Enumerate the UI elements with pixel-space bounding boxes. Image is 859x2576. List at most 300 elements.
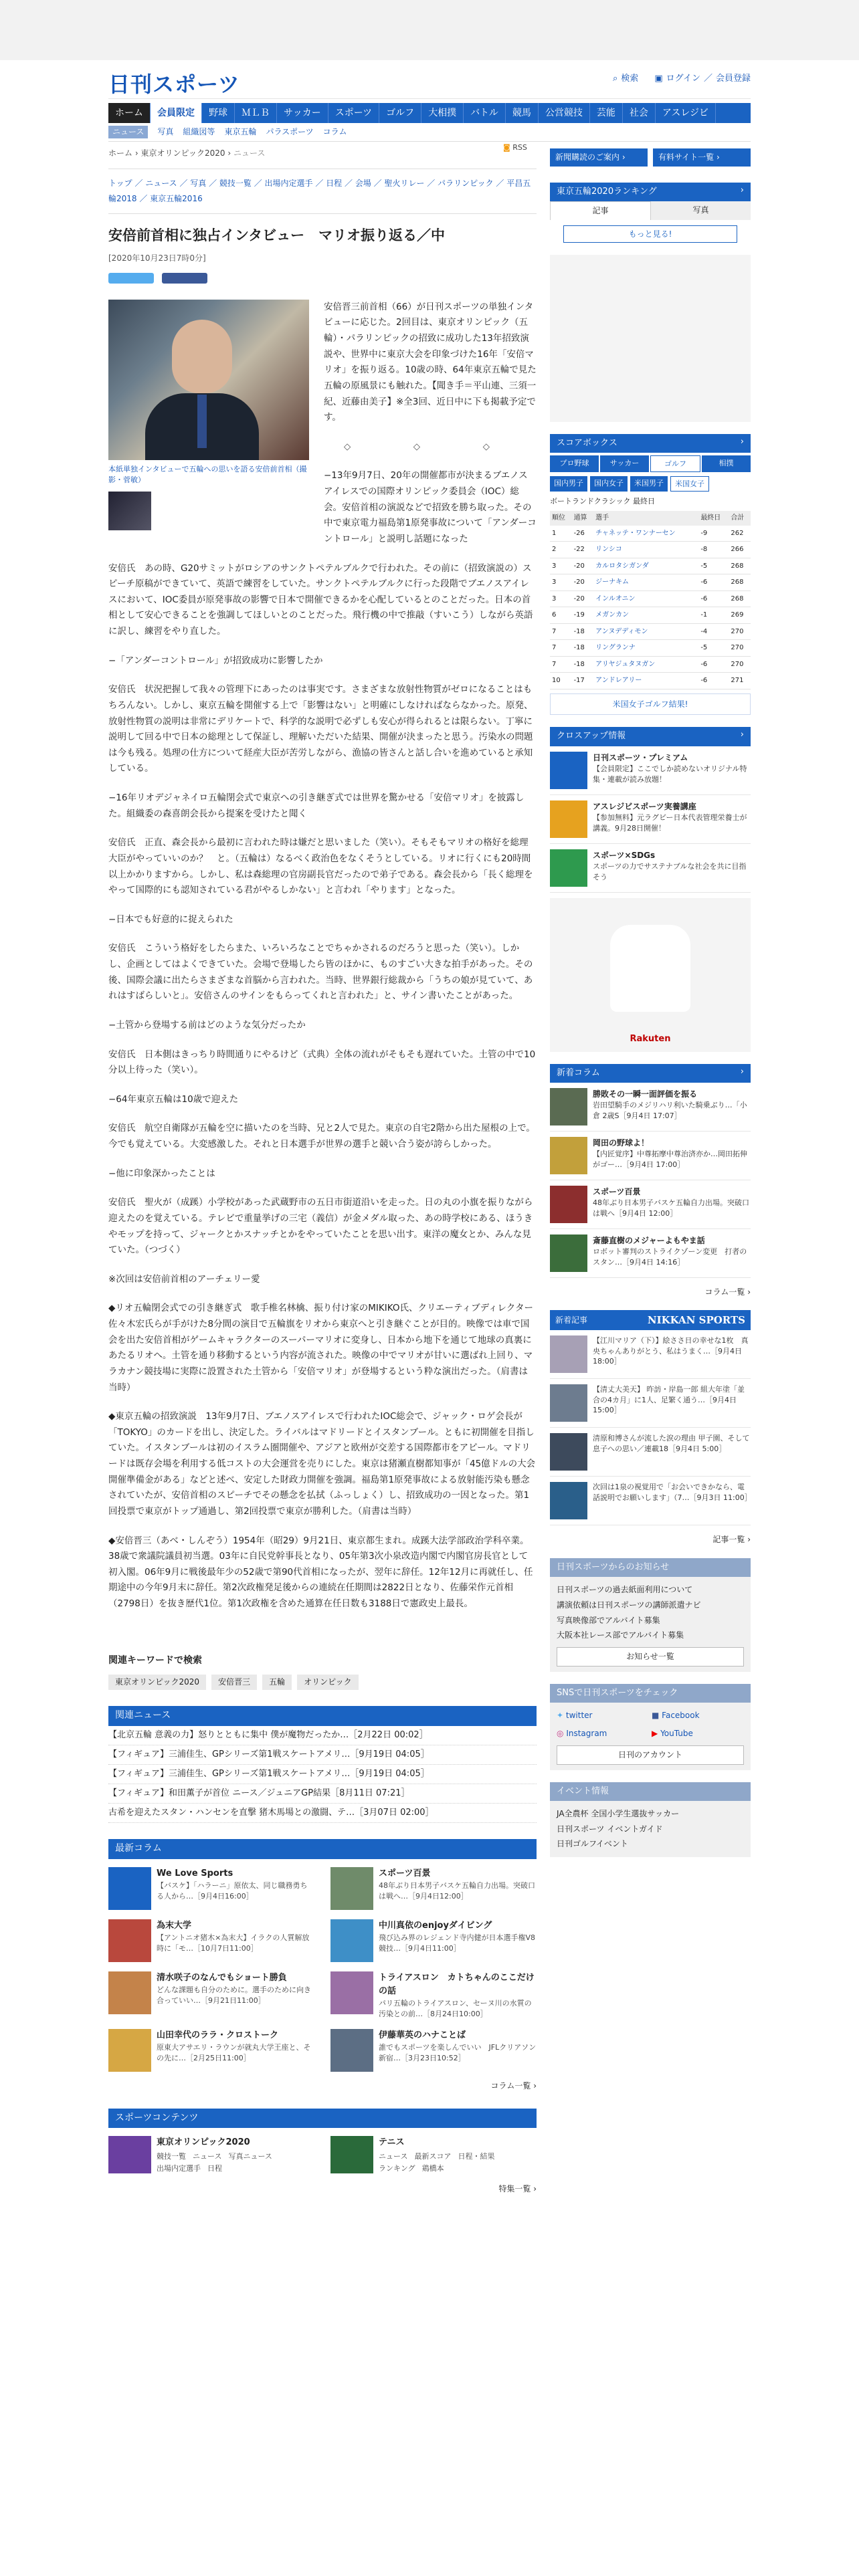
main-photo[interactable] [108, 300, 309, 460]
column-more-link[interactable]: コラム一覧 › [490, 2081, 537, 2091]
column-name: We Love Sports [157, 1868, 233, 1879]
tournament-name: ボートランドクラシック 最終日 [550, 497, 656, 506]
photo-tie-shape [197, 395, 207, 448]
article-paragraph: 安倍氏 航空自衛隊が五輪を空に描いたのを当時、兄と2人で見た。東京の自宅2階から出た屋根の上で。今でも覚えている。大変感激した。それと日本選手が世界の選手と競い合う姿が誇らしかった。 [108, 1123, 535, 1150]
sports-name: 東京オリンピック2020 [157, 2137, 250, 2148]
snav-news[interactable]: ニュース [108, 126, 148, 138]
leaderboard-row[interactable] [550, 542, 751, 558]
site-logo[interactable]: 日刊スポーツ [108, 72, 240, 97]
column-name: 山田幸代のララ・クロストーク [157, 2030, 279, 2041]
ranking-box [550, 183, 751, 243]
column-desc: 48年ぶり日本男子バスケ五輪自力出場。突破口は戦へ…［9月4日12:00］ [379, 1881, 535, 1901]
event-header: イベント情報 [550, 1782, 751, 1801]
leaderboard-cell: 270 [729, 640, 751, 657]
leaderboard-cell: -9 [698, 526, 729, 542]
sidebar [550, 144, 751, 1857]
leaderboard-cell: 1 [550, 526, 572, 542]
info-header: 日刊スポーツからのお知らせ [550, 1558, 751, 1577]
leaderboard-cell: -18 [572, 640, 594, 657]
gnav-keiba[interactable]: 競馬 [506, 103, 539, 123]
crumb-current: ニュース [233, 148, 266, 158]
leaderboard-cell: ジーナキム [593, 574, 698, 591]
nikkan-thumb [550, 1335, 587, 1373]
new-column-more[interactable]: コラム一覧 › [704, 1287, 751, 1297]
article-question: −64年東京五輪は10歳で迎えた [108, 1093, 239, 1105]
leaderboard-cell: 271 [729, 673, 751, 689]
new-column-name: 斎藤直樹のメジャーよもやま話 [593, 1235, 705, 1245]
nikkan-news-box [550, 1310, 751, 1546]
column-thumb [108, 1919, 151, 1962]
leaderboard-row[interactable] [550, 607, 751, 624]
col-header: 順位 [550, 511, 572, 526]
leaderboard-cell: -6 [698, 591, 729, 607]
leaderboard-cell: -6 [698, 673, 729, 689]
article-note: ◆安倍晋三（あべ・しんぞう）1954年（昭29）9月21日、東京都生まれ。成蹊大法学部政治学科卒業。38歳で衆議院議員初当選。03年に自民党幹事長となり、05年第3次小泉改造内閣で内閣官房長官として初入閣。06年9月に戦後最年少の52歳で第90代首相になったが、翌年に辞任。12年12月に再就任し、任期途中の今年9月末に辞任。第2次政権発足後からの連続在任期間は2822日となり、佐藤栄作元首相（2798日）を抜き歴代1位。第1次政権を含めた通算在任日数も3188日で憲政史上最長。 [108, 1535, 533, 1610]
sports-links [157, 2150, 314, 2175]
column-thumb [108, 1867, 151, 1910]
related-news-item[interactable]: 古希を迎えたスタン・ハンセンを直撃 猪木馬場との激闘、テ…［3月07日 02:00］ [108, 1804, 537, 1823]
article-note: ◆東京五輪の招致演説 13年9月7日、ブエノスアイレスで行われたIOC総会で、ジャック・ロゲ会長が「TOKYO」のカードを出し、決定した。ライバルはマドリードとイスタンブール。ともに初開催を目指していた。イスタンブールは初のイスラム圏開催や、アジアと欧州が交差する国際都市をアピール。マドリードは既存会場を利用する低コストの大会運営を売りにした。東京は猪瀬直樹都知事が「45億ドルの大会開催準備金がある」などと述べ、安定した財政力開催を強調。福島第1原発事故による放射能汚染も懸念されていたが、安倍首相のスピーチでその懸念を払拭（ふっしょく）し、招致成功の一因となった。第1回投票で東京がトップ通過し、第2回投票で東京が勝利した。（肩書は当時） [108, 1411, 536, 1517]
article-separator: ◇ ◇ ◇ [343, 441, 517, 452]
related-news-list [108, 1726, 537, 1824]
column-item[interactable] [330, 2029, 537, 2072]
gnav-mlb[interactable]: ＭＬＢ [235, 103, 277, 123]
leaderboard-cell: メガンカン [593, 607, 698, 624]
share-buttons [108, 273, 537, 284]
sports-name: テニス [379, 2137, 405, 2148]
col-header: 選手 [593, 511, 698, 526]
gnav-public[interactable]: 公営競技 [539, 103, 590, 123]
sports-thumb [330, 2136, 373, 2173]
leaderboard-cell: リングランナ [593, 640, 698, 657]
leaderboard-cell: 262 [729, 526, 751, 542]
sports-link[interactable]: ニュース [379, 2151, 408, 2161]
leaderboard-cell: インルオニン [593, 591, 698, 607]
gnav-baseball[interactable]: 野球 [202, 103, 235, 123]
instagram-link[interactable]: ◎ Instagram [557, 1729, 607, 1739]
sports-link[interactable]: ニュース [193, 2151, 222, 2161]
article-photo [108, 300, 309, 530]
nikkan-thumb [550, 1433, 587, 1471]
leaderboard-cell: チャネッテ・ワンナーセン [593, 526, 698, 542]
leaderboard-cell: 268 [729, 591, 751, 607]
nikkan-news-item[interactable] [550, 1477, 751, 1525]
article-paragraph: 安倍晋三前首相（66）が日刊スポーツの単独インタビューに応じた。2回目は、東京オリンピック（五輪）・パラリンピックの招致に成功した13年招致演説や、世界中に東京大会を印象づけた16年「安倍マリオ」を振り返る。10歳の時、64年東京五輪で見た五輪の原風景にも触れた。【聞き手＝平山連、三須一紀、近藤由美子】※全3回、近日中に下も掲載予定です。 [324, 301, 537, 423]
crossup-item[interactable] [550, 844, 751, 893]
event-box [550, 1782, 751, 1858]
leaderboard-cell: -18 [572, 656, 594, 673]
related-news-item[interactable]: 【フィギュア】三浦佳生、GPシリーズ第1戦スケートアメリ…［9月19日 04:05］ [108, 1745, 537, 1765]
article-question: −日本でも好意的に捉えられた [108, 914, 233, 925]
photo-caption: 本紙単独インタビューで五輪への思いを語る安倍前首相（撮影・菅敏） [108, 464, 307, 485]
nikkan-news-item[interactable] [550, 1428, 751, 1477]
column-thumb [330, 1867, 373, 1910]
facebook-icon: ■ [652, 1711, 660, 1721]
leaderboard-cell: カルロタシガンダ [593, 558, 698, 574]
latest-column-grid [108, 1867, 543, 2072]
ranking-header[interactable]: 東京五輪2020ランキング › [550, 183, 751, 201]
event-item[interactable]: 日刊スポーツ イベントガイド [557, 1824, 663, 1834]
column-name: スポーツ百景 [379, 1868, 431, 1879]
sports-link[interactable]: 最新スコア [414, 2151, 452, 2161]
article-paragraph: −13年9月7日、20年の開催都市が決まるブエノスアイレスでの国際オリンピック委員会（IOC）総会。安倍首相の演説などで招致を勝ち取った。その中で東京電力福島第1原発事故について「アンダーコントロール」と説明し話題になった [324, 470, 537, 544]
nikkan-news-header [550, 1310, 751, 1330]
crossup-header: クロスアップ情報 › [550, 727, 751, 746]
new-column-name: スポーツ百景 [593, 1186, 641, 1196]
snav-org[interactable]: 組織図等 [183, 127, 215, 136]
sports-thumb [108, 2136, 151, 2173]
login-link[interactable]: ▣ ログイン ／ 会員登録 [654, 72, 751, 86]
leaderboard-row[interactable] [550, 656, 751, 673]
golf-result-link[interactable]: 米国女子ゴルフ結果! [550, 693, 751, 716]
sns-grid [557, 1708, 744, 1741]
new-column-item[interactable] [550, 1132, 751, 1180]
col-header: 最終日 [698, 511, 729, 526]
new-column-box [550, 1064, 751, 1299]
info-item[interactable]: 写真映像部でアルバイト募集 [557, 1615, 660, 1625]
crumb-section[interactable]: 東京オリンピック2020 [140, 148, 225, 158]
crossup-name: スポーツ×SDGs [593, 850, 656, 860]
twitter-share-button[interactable] [108, 273, 154, 284]
leaderboard-cell: -6 [698, 656, 729, 673]
keyword-title: 関連キーワードで検索 [108, 1654, 202, 1666]
gnav-athlete[interactable]: アスレジビ [656, 103, 716, 123]
breadcrumb: ホーム › 東京オリンピック2020 › ニュース ◙ RSS [108, 142, 527, 158]
leaderboard-row[interactable] [550, 574, 751, 591]
article-question: −土管から登場する前はどのような気分だったか [108, 1019, 306, 1031]
login-icon: ▣ [654, 74, 663, 84]
keyword-tag[interactable]: オリンピック [297, 1675, 359, 1690]
column-name: トライアスロン カトちゃんのここだけの話 [379, 1973, 535, 1997]
crossup-box [550, 727, 751, 1051]
sports-link[interactable]: 日程・結果 [458, 2151, 495, 2161]
crossup-desc: 【参加無料】元ラグビー日本代表管理栄養士が講義。9月28日開催！ [593, 813, 747, 833]
sports-link[interactable]: 競技一覧 [157, 2151, 186, 2161]
snav-para[interactable]: パラスポーツ [266, 127, 314, 136]
sports-more-link[interactable]: 特集一覧 › [498, 2184, 537, 2194]
photo-face-shape [172, 320, 232, 393]
leaderboard-cell: 7 [550, 623, 572, 640]
crossup-item[interactable] [550, 795, 751, 844]
score-subtab[interactable]: 国内男子 [550, 476, 587, 492]
search-link[interactable]: ⌕ 検索 [613, 72, 638, 86]
sns-list [550, 1703, 751, 1769]
leaderboard-cell: 269 [729, 607, 751, 624]
leaderboard-cell: 3 [550, 591, 572, 607]
info-item[interactable]: 日刊スポーツの過去紙面利用について [557, 1585, 693, 1595]
sidebar-ad [550, 255, 751, 422]
score-tab[interactable]: プロ野球 [550, 455, 599, 472]
sidebar-buttons [550, 144, 751, 171]
leaderboard-cell: 6 [550, 607, 572, 624]
leaderboard-cell: 268 [729, 574, 751, 591]
new-column-item[interactable] [550, 1229, 751, 1278]
gnav-geino[interactable]: 芸能 [590, 103, 623, 123]
column-name: 清水咲子のなんでもショート勝負 [157, 1973, 287, 1983]
new-column-desc: 48年ぶり日本男子バスケ五輪自力出場。突破口は戦へ［9月4日 12:00］ [593, 1198, 749, 1218]
nikkan-news-text: 清原和博さんが流した涙の理由 甲子園、そして息子への思い／連載18［9月4日 5:00］ [593, 1434, 750, 1453]
score-tab[interactable]: 相撲 [702, 455, 751, 472]
paid-sites-button[interactable]: 有料サイト一覧 › [653, 148, 751, 167]
keyword-tag[interactable]: 東京オリンピック2020 [108, 1675, 206, 1690]
score-subtab[interactable]: 米国男子 [630, 476, 668, 492]
new-column-thumb [550, 1235, 587, 1272]
leaderboard-cell: -18 [572, 623, 594, 640]
nikkan-news-text: 【清丈大美天】 昨訪・岸島一郎 組大年塗「並合の4カ月」に1人、足繁く通う…［9月4日 15:00］ [593, 1385, 745, 1415]
leaderboard-cell: -5 [698, 640, 729, 657]
nikkan-news-item[interactable] [550, 1330, 751, 1379]
score-tab[interactable]: ゴルフ [650, 455, 700, 472]
leaderboard-cell: 10 [550, 673, 572, 689]
nikkan-news-text: 次回は1泉の視覚用で「お会いできかなら、電話説明でお願いします」（7…［9月3日 11:00］ [593, 1483, 752, 1502]
leaderboard-cell: -20 [572, 591, 594, 607]
twitter-link[interactable]: ✦ twitter [557, 1711, 593, 1721]
article-paragraph: 安倍氏 こういう格好をしたらまた、いろいろなことでちゃかされるのだろうと思った（笑い）。しかし、企画としてはよくできていた。会場で登場したら皆のほかに、ものすごい大きな拍手があった。その後、国際会議に出たらさまざまな首脳から言われた。当時、世界銀行総裁から「うちの娘が見ていて、あれはすばらしいと」。安倍さんのサインをもらってくれと言われた」と、サイン書いたことがあった。 [108, 943, 533, 1002]
article-note: ◆リオ五輪閉会式での引き継ぎ式 歌手椎名林檎、振り付け家のMIKIKO氏、クリエーティブディレクター佐々木宏氏らが手がけた8分間の演目で五輪旗をリオから東京へと引き継ぐことが目的。映像では車で国会を出た安倍首相がゲームキャラクターのスーパーマリオに変身し、日本から地下を通じて地球の真裏にあたるリオへ。土管を通り移動するという内容が流された。映像の中でマリオが甘いに選ばれ上回り、マラカナン競技場に実際に設置された土管から「安倍マリオ」が登場するという粋な演出だった。（肩書は当時） [108, 1303, 533, 1393]
top-ad-banner [0, 0, 859, 60]
new-column-thumb [550, 1088, 587, 1125]
leaderboard-cell: 3 [550, 558, 572, 574]
leaderboard-row[interactable] [550, 673, 751, 689]
leaderboard-cell: -20 [572, 558, 594, 574]
nikkan-news-text: 【江川マリア（下）】絵ささ日の幸せな1枚 真央ちゃんありがとう、私はうまく…［9月4日 18:00］ [593, 1336, 749, 1366]
leaderboard-cell: 7 [550, 656, 572, 673]
nikkan-news-item[interactable] [550, 1379, 751, 1428]
sns-box [550, 1684, 751, 1770]
nikkan-news-title: 新着記事 [555, 1315, 588, 1325]
sports-links [379, 2150, 537, 2175]
col-header: 通算 [572, 511, 594, 526]
column-name: 中川真依のenjoyダイビング [379, 1921, 492, 1931]
site-header [108, 60, 751, 99]
info-item[interactable]: 大阪本社レース部でアルバイト募集 [557, 1630, 684, 1640]
new-column-desc: 岩田望騎手のメジリハリ利いた騎乗ぶり…「小倉 2歳S［9月4日 17:07］ [593, 1101, 747, 1120]
crossup-name: アスレジビスポーツ実養講座 [593, 801, 696, 811]
gnav-golf[interactable]: ゴルフ [379, 103, 421, 123]
rss-icon: ◙ [503, 142, 510, 152]
article-paragraph: 安倍氏 状況把握して我々の管理下にあったのは事実です。さまざまな放射性物質がゼロになることはもちろんない。しかし、東京五輪を開催する上で「影響はない」と明確にしなければならなかった。原発、放射性物質の説明は非常にデリケートで、科学的な説明で必ずしも安心が得られるとは限らない。丁寧に説明して回る中で日本の総理として保証し、理解いただいた結果、開催が決まったと思う。汚染水の問題は今も残る。処理の仕方について経産大臣が苦労しながら、漁協の皆さんと話し合いを進めていると承知している。 [108, 684, 533, 774]
facebook-share-button[interactable] [162, 273, 207, 284]
nikkan-news-more[interactable]: 記事一覧 › [712, 1535, 751, 1545]
leaderboard-cell: リンシコ [593, 542, 698, 558]
new-column-desc: 【内匠覚序】中尊拓摩中尊治済亦か…岡田拓伸がゴー…［9月4日 17:00］ [593, 1150, 747, 1169]
leaderboard-table [550, 511, 751, 689]
leaderboard-cell: アリヤジュタヌガン [593, 656, 698, 673]
sports-content-item[interactable] [330, 2136, 537, 2175]
sns-header: SNSで日刊スポーツをチェック [550, 1684, 751, 1703]
article-paragraph: 安倍氏 日本側はきっちり時間通りにやるけど（式典）全体の流れがそもそも遅れていた。土管の中で10分以上待った（笑い）。 [108, 1049, 536, 1076]
column-thumb [330, 1971, 373, 2014]
col-header: 合計 [729, 511, 751, 526]
info-item[interactable]: 講演依頼は日刊スポーツの講師派遣ナビ [557, 1600, 701, 1610]
column-thumb [108, 2029, 151, 2072]
leaderboard-row[interactable] [550, 526, 751, 542]
leaderboard-cell: -5 [698, 558, 729, 574]
score-subtab[interactable]: 米国女子 [670, 476, 709, 492]
leaderboard-cell: アンドレアリー [593, 673, 698, 689]
leaderboard-cell: 7 [550, 640, 572, 657]
sports-content-grid [108, 2136, 537, 2175]
scorebox-header[interactable]: スコアボックス › [550, 434, 751, 453]
new-column-item[interactable] [550, 1180, 751, 1229]
leaderboard-row[interactable] [550, 640, 751, 657]
column-thumb [330, 1919, 373, 1962]
keyword-tag[interactable]: 五輪 [262, 1675, 292, 1690]
leaderboard-cell: -20 [572, 574, 594, 591]
main-column [108, 165, 543, 2195]
leaderboard-row[interactable] [550, 591, 751, 607]
rakuten-ad[interactable] [550, 898, 751, 1052]
gnav-sports[interactable]: スポーツ [328, 103, 379, 123]
new-column-item[interactable] [550, 1083, 751, 1132]
facebook-link[interactable]: ■ Facebook [652, 1711, 700, 1721]
snav-photo[interactable]: 写真 [157, 127, 174, 136]
column-item[interactable] [330, 1867, 537, 1910]
article-body [108, 300, 537, 1612]
column-item[interactable] [108, 2029, 314, 2072]
keyword-tags [108, 1675, 537, 1690]
youtube-icon: ▶ [652, 1729, 658, 1739]
crossup-desc: 【会員限定】ここでしか読めないオリジナル特集・連載が読み放題！ [593, 764, 747, 784]
sports-link[interactable]: 日程 [207, 2163, 222, 2173]
article-date: [2020年10月23日7時0分] [108, 253, 206, 263]
column-item[interactable] [108, 1971, 314, 2020]
snav-tokyo[interactable]: 東京五輪 [224, 127, 257, 136]
sns-accounts-button[interactable]: 日刊のアカウント [557, 1745, 744, 1765]
article-question: −他に印象深かったことは [108, 1168, 215, 1179]
gnav-sumo[interactable]: 大相撲 [421, 103, 464, 123]
instagram-icon: ◎ [557, 1729, 564, 1739]
leaderboard-header-row [550, 511, 751, 526]
column-item[interactable] [330, 1919, 543, 1962]
register-link[interactable]: 会員登録 [715, 74, 751, 84]
new-column-desc: ロボット審判のストライクゾーン変更 打者のスタン…［9月4日 14:16］ [593, 1247, 747, 1267]
leaderboard-cell: -8 [698, 542, 729, 558]
header-actions [613, 72, 751, 86]
youtube-link[interactable]: ▶ YouTube [652, 1729, 693, 1739]
leaderboard-row[interactable] [550, 558, 751, 574]
olympic-tag-nav[interactable]: トップ ／ ニュース ／ 写真 ／ 競技一覧 ／ 出場内定選手 ／ 日程 ／ 会場 ／ 聖火リレー ／ パラリンピック ／ 平昌五輪2018 ／ 東京五輪2016 [108, 169, 537, 214]
column-item[interactable] [108, 1867, 314, 1910]
column-desc: 【バスケ】「ハラーニ」原依太、同じ職務勇ちる人から…［9月4日16:00］ [157, 1881, 308, 1901]
new-column-thumb [550, 1186, 587, 1223]
global-nav [108, 103, 751, 123]
nikkan-thumb [550, 1482, 587, 1519]
leaderboard-row[interactable] [550, 623, 751, 640]
related-news-item[interactable]: 【フィギュア】三浦佳生、GPシリーズ第1戦スケートアメリ…［9月19日 04:05］ [108, 1765, 537, 1784]
column-item[interactable] [108, 1919, 314, 1962]
leaderboard-cell: アンヌデディモン [593, 623, 698, 640]
crossup-thumb [550, 849, 587, 887]
search-icon: ⌕ [613, 74, 618, 84]
column-name: 為末大学 [157, 1921, 192, 1931]
keyword-section [108, 1654, 537, 1690]
sports-link[interactable]: ランキング [379, 2163, 415, 2173]
column-desc: どんな課題も自分のために。選手のために向き合っていい…［9月21日11:00］ [157, 1985, 311, 2006]
leaderboard-cell: -26 [572, 526, 594, 542]
crossup-thumb [550, 800, 587, 838]
column-name: 伊藤華英のハナことば [379, 2030, 466, 2041]
rss-link[interactable]: ◙ RSS [503, 142, 527, 152]
crossup-desc: スポーツの力でサステナブルな社会を共に目指そう [593, 862, 747, 881]
event-item[interactable]: 日刊ゴルフイベント [557, 1839, 628, 1849]
column-item[interactable] [330, 1971, 537, 2020]
new-column-name: 勝敗その一瞬一面評価を振る [593, 1089, 698, 1099]
gnav-battle[interactable]: バトル [464, 103, 506, 123]
sports-link[interactable]: 出場内定選手 [157, 2163, 201, 2173]
twitter-icon: ✦ [557, 1711, 564, 1721]
new-column-header[interactable]: 新着コラム › [550, 1064, 751, 1083]
gnav-soccer[interactable]: サッカー [277, 103, 328, 123]
score-subtab[interactable]: 国内女子 [590, 476, 628, 492]
info-list [550, 1577, 751, 1672]
ranking-more-button[interactable]: もっと見る! [563, 225, 737, 243]
column-desc: 飛び込み界のレジェンド寺内健が日本選手権V8 競技…［9月4日11:00］ [379, 1933, 543, 1953]
crossup-thumb [550, 752, 587, 789]
related-news-item[interactable]: 【フィギュア】和田薫子が首位 ニース／ジュニアGP結果［8月11日 07:21］ [108, 1784, 537, 1804]
crumb-home[interactable]: ホーム [108, 148, 133, 158]
keyword-tag[interactable]: 安倍晋三 [211, 1675, 257, 1690]
page-wrapper [108, 60, 751, 2195]
column-thumb [330, 2029, 373, 2072]
gnav-social[interactable]: 社会 [623, 103, 656, 123]
leaderboard-body [550, 526, 751, 689]
leaderboard-cell: -17 [572, 673, 594, 689]
column-desc: 誰でもスポーツを楽しんでいい JFLクリアソン新宿…［3月23日10:52］ [379, 2043, 537, 2063]
new-column-thumb [550, 1137, 587, 1174]
leaderboard-cell: 270 [729, 656, 751, 673]
gnav-members[interactable]: 会員限定 [151, 103, 202, 123]
event-item[interactable]: JA全農杯 全国小学生選抜サッカー [557, 1808, 680, 1818]
nikkan-logo[interactable]: NIKKAN SPORTS [647, 1313, 745, 1326]
leaderboard-cell: 3 [550, 574, 572, 591]
article-question: −16年リオデジャネイロ五輪閉会式で東京への引き継ぎ式では世界を驚かせる「安倍マリオ」を披露した。組織委の森喜朗会長から提案を受けたと聞く [108, 792, 524, 819]
gnav-home[interactable]: ホーム [108, 103, 151, 123]
subscribe-button[interactable]: 新聞購読のご案内 › [550, 148, 648, 167]
column-desc: 原東大アサエリ・ラウンが就丸大学王座と、その先に…［2月25日11:00］ [157, 2043, 311, 2063]
score-tabs [550, 455, 751, 472]
leaderboard-cell: 266 [729, 542, 751, 558]
info-more-button[interactable]: お知らせ一覧 [557, 1647, 744, 1667]
crossup-item[interactable] [550, 746, 751, 795]
photo-thumbnail[interactable] [108, 492, 151, 530]
ranking-tab-articles[interactable]: 記事 [550, 201, 651, 220]
sports-link[interactable]: 鶏橋本 [421, 2163, 444, 2173]
rakuten-label: Rakuten [630, 1034, 671, 1045]
sports-content-item[interactable] [108, 2136, 314, 2175]
sub-nav [108, 123, 751, 142]
sports-content-header: スポーツコンテンツ [108, 2109, 537, 2129]
leaderboard-cell: -4 [698, 623, 729, 640]
ranking-tabs [550, 201, 751, 220]
new-column-name: 岡田の野球よ！ [593, 1138, 650, 1148]
article-title: 安倍前首相に独占インタビュー マリオ振り返る／中 [108, 227, 445, 243]
score-tab[interactable]: サッカー [600, 455, 649, 472]
nikkan-thumb [550, 1384, 587, 1422]
article-paragraph: 安倍氏 あの時、G20サミットがロシアのサンクトペテルブルクで行われた。その前に（招致演説の）スピーチ原稿ができていて、英語で練習をしていた。サンクトペテルブルクに行った段階でブエノスアイレスにおいて、IOC委員が原発事故の影響で日本で開催できるかを心配しているとのことだった。日本の首相として安心できることを強調してほしいとのことだった。飛行機の中で推敲（すいこう）しながら英語に訳し、練習をやり直した。 [108, 562, 533, 637]
ranking-tab-photos[interactable]: 写真 [692, 205, 709, 215]
article-paragraph: 安倍氏 正直、森会長から最初に言われた時は嫌だと思いました（笑い）。そもそもマリオの格好を総理大臣がやっていいのか？ と。（五輪は）なるべく政治色をなくそうとしている。リオに行くにも20時間以上かかりますから。しかし、私は森総理の官房副長官だったので弟子である。森会長から「長く総理をやって国際的にも認知されている君がやるしかない」と言われ「やります」となった。 [108, 837, 533, 896]
snav-column[interactable]: コラム [322, 127, 347, 136]
related-news-header: 関連ニュース [108, 1706, 537, 1726]
article-paragraph: 安倍氏 聖火が（成蹊）小学校があった武蔵野市の五日市街道沿いを走った。日の丸の小旗を振りながら迎えたのを覚えている。テレビで重量挙げの三宅（義信）が金メダル取った、あの時学校にある、ほうきやモップを持って、ジャークとかスナッチとかをやっていたことを思い出す。東洋の魔女とか、みんな見ていた。（つづく） [108, 1197, 533, 1256]
leaderboard-cell: 268 [729, 558, 751, 574]
sports-link[interactable]: 写真ニュース [228, 2151, 272, 2161]
leaderboard-cell: 270 [729, 623, 751, 640]
leaderboard-cell: -22 [572, 542, 594, 558]
related-news-item[interactable]: 【北京五輪 意義の力】怒りとともに集中 僕が魔物だったか…［2月22日 00:02］ [108, 1726, 537, 1745]
column-desc: パリ五輪のトライアスロン、セーヌ川の水質の汚染との前…［8月24日10:00］ [379, 1999, 532, 2019]
